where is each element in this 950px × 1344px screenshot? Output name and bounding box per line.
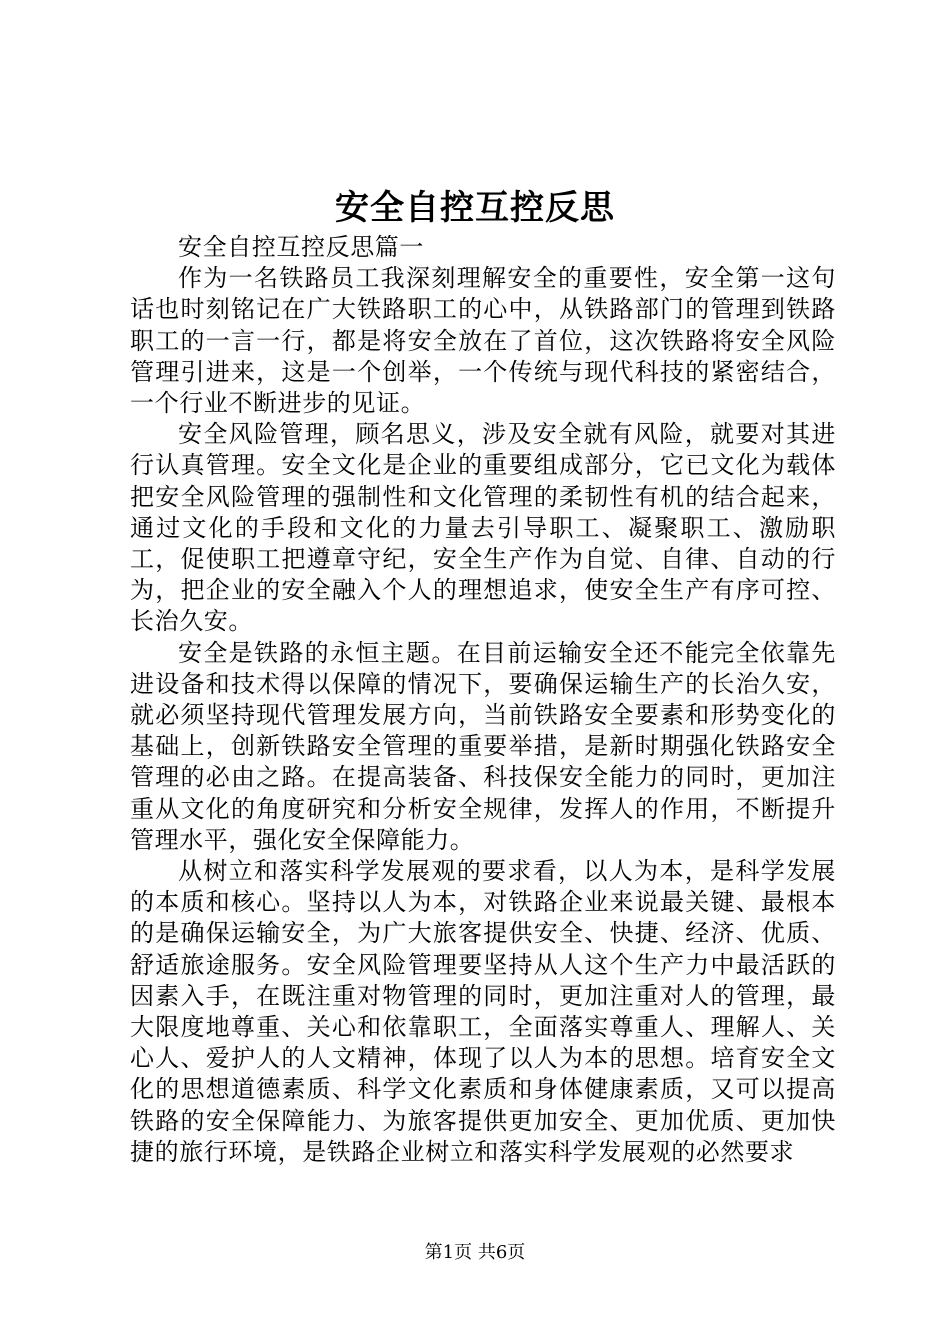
page-footer: 第1页 共6页 [424,1242,526,1263]
paragraph-3: 安全是铁路的永恒主题。在目前运输安全还不能完全依靠先进设备和技术得以保障的情况下，要确保运输生产的长治久安，就必须坚持现代管理发展方向，当前铁路安全要素和形势变化的基础上，创新铁路安全管理的重要举措，是新时期强化铁路安全管理的必由之路。在提高装备、科技保安全能力的同时，更加注重从文化的角度研究和分析安全规律，发挥人的作用，不断提升管理水平，强化安全保障能力。 [130,638,836,854]
document-body [130,232,836,1168]
paragraph-1: 作为一名铁路员工我深刻理解安全的重要性，安全第一这句话也时刻铭记在广大铁路职工的心中，从铁路部门的管理到铁路职工的一言一行，都是将安全放在了首位，这次铁路将安全风险管理引进来，这是一个创举，一个传统与现代科技的紧密结合，一个行业不断进步的见证。 [130,264,836,418]
document-title: 安全自控互控反思 [335,188,615,228]
paragraph-4: 从树立和落实科学发展观的要求看，以人为本，是科学发展的本质和核心。坚持以人为本，对铁路企业来说最关键、最根本的是确保运输安全，为广大旅客提供安全、快捷、经济、优质、舒适旅途服务。安全风险管理要坚持从人这个生产力中最活跃的因素入手，在既注重对物管理的同时，更加注重对人的管理，最大限度地尊重、关心和依靠职工，全面落实尊重人、理解人、关心人、爱护人的人文精神，体现了以人为本的思想。培育安全文化的思想道德素质、科学文化素质和身体健康素质，又可以提高铁路的安全保障能力、为旅客提供更加安全、更加优质、更加快捷的旅行环境，是铁路企业树立和落实科学发展观的必然要求 [130,857,836,1166]
section-heading: 安全自控互控反思篇一 [178,233,424,261]
paragraph-2: 安全风险管理，顾名思义，涉及安全就有风险，就要对其进行认真管理。安全文化是企业的重要组成部分，它已文化为载体把安全风险管理的强制性和文化管理的柔韧性有机的结合起来，通过文化的手段和文化的力量去引导职工、凝聚职工、激励职工，促使职工把遵章守纪，安全生产作为自觉、自律、自动的行为，把企业的安全融入个人的理想追求，使安全生产有序可控、长治久安。 [130,420,836,636]
